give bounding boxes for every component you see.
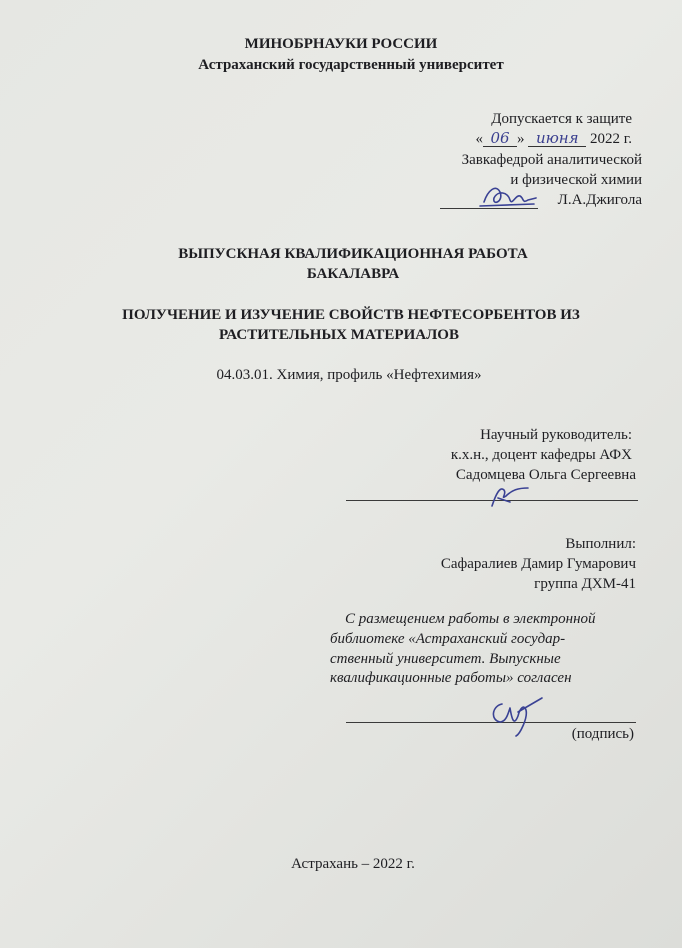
work-type-line1: ВЫПУСКНАЯ КВАЛИФИКАЦИОННАЯ РАБОТА (178, 246, 528, 262)
head-signature-icon (478, 180, 538, 214)
supervisor-label: Научный руководитель: (480, 427, 632, 443)
date-year: 2022 г. (590, 131, 632, 147)
head-title-line2: и физической химии (510, 172, 642, 188)
head-title-line1: Завкафедрой аналитической (461, 152, 642, 168)
title-line2: РАСТИТЕЛЬНЫХ МАТЕРИАЛОВ (219, 327, 459, 343)
signature-caption: (подпись) (571, 726, 634, 742)
ministry-heading: МИНОБРНАУКИ РОССИИ (244, 36, 438, 52)
student-name: Сафаралиев Дамир Гумарович (440, 556, 636, 572)
student-label: Выполнил: (565, 536, 636, 552)
city-year: Астрахань – 2022 г. (291, 856, 415, 872)
date-day: 06 (483, 131, 517, 147)
approval-date (476, 131, 632, 148)
head-name: Л.А.Джигола (557, 192, 642, 208)
admitted-label: Допускается к защите (491, 111, 632, 127)
consent-line1: С размещением работы в электронной (345, 611, 596, 627)
date-close-quote: » (517, 131, 525, 147)
student-signature-icon (484, 694, 544, 738)
consent-line4: квалификационные работы» согласен (330, 670, 572, 686)
work-type-line2: БАКАЛАВРА (306, 266, 400, 282)
consent-line3: ственный университет. Выпускные (330, 651, 561, 667)
consent-line2: библиотеке «Астраханский государ- (330, 631, 566, 647)
supervisor-position: к.х.н., доцент кафедры АФХ (450, 447, 632, 463)
date-month: июня (528, 131, 586, 147)
specialty: 04.03.01. Химия, профиль «Нефтехимия» (216, 367, 482, 383)
student-group: группа ДХМ-41 (534, 576, 636, 592)
date-open-quote: « (475, 131, 484, 147)
supervisor-name: Садомцева Ольга Сергеевна (455, 467, 636, 483)
title-line1: ПОЛУЧЕНИЕ И ИЗУЧЕНИЕ СВОЙСТВ НЕФТЕСОРБЕНТОВ ИЗ (122, 307, 580, 323)
supervisor-signature-icon (488, 480, 532, 510)
university-heading: Астраханский государственный университет (198, 57, 504, 73)
